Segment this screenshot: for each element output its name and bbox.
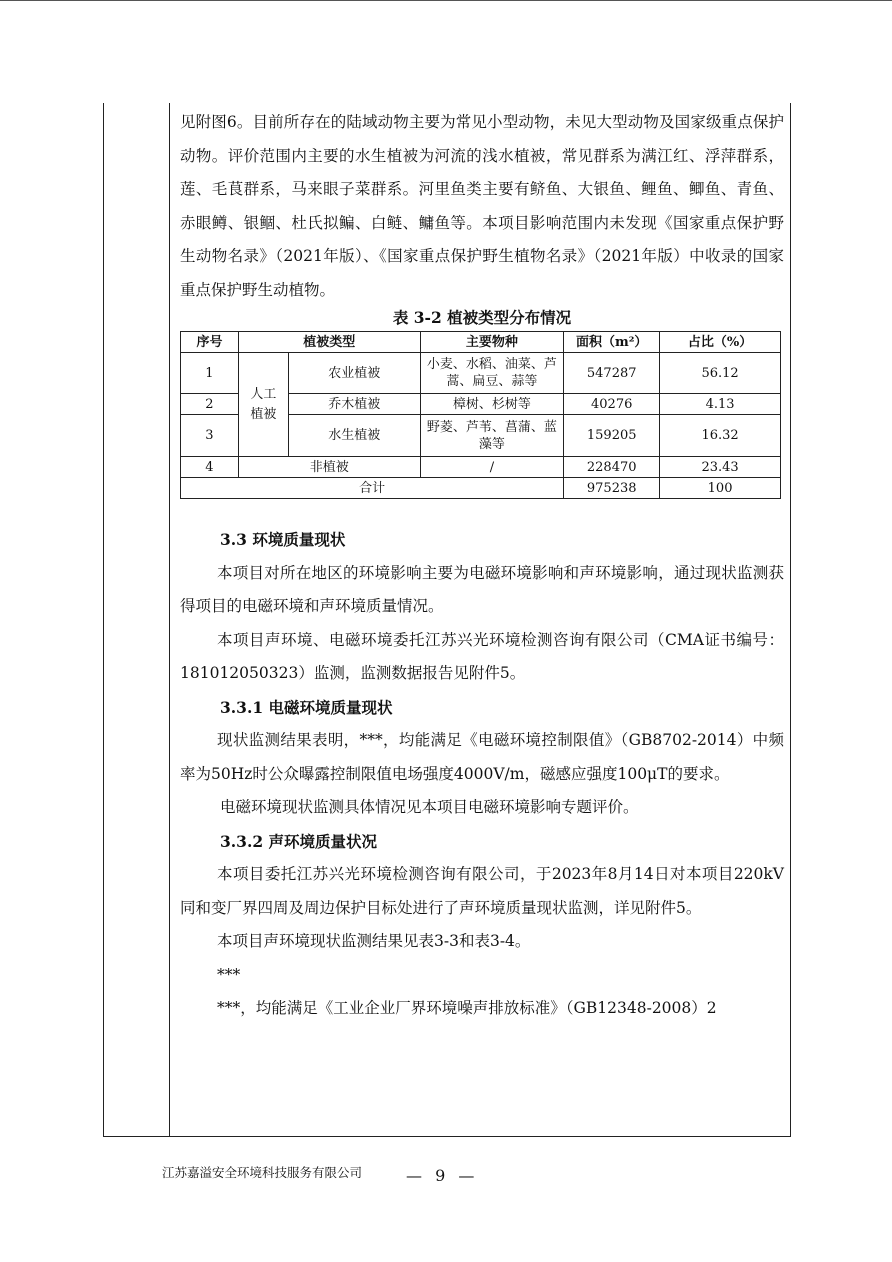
- main-content: [180, 106, 784, 1026]
- cell-type: 水生植被: [288, 415, 420, 457]
- cell-no: 3: [181, 415, 239, 457]
- paragraph: 本项目对所在地区的环境影响主要为电磁环境影响和声环境影响，通过现状监测获得项目的电磁环境和声环境质量情况。: [180, 563, 784, 615]
- header-type: 植被类型: [238, 332, 420, 353]
- paragraph: ***，均能满足《工业企业厂界环境噪声排放标准》（GB12348-2008）2: [217, 999, 717, 1017]
- table-row: [181, 353, 781, 394]
- cell-total-area: 975238: [564, 478, 660, 499]
- cell-total-label: 合计: [181, 478, 564, 499]
- section-title-3-3-2: 3.3.2 声环境质量状况: [220, 831, 378, 851]
- header-area: 面积（m²）: [564, 332, 660, 353]
- ecology-paragraph: 见附图6。目前所存在的陆域动物主要为常见小型动物，未见大型动物及国家级重点保护动物。评价范围内主要的水生植被为河流的浅水植被，常见群系为满江红、浮萍群系，莲、毛茛群系，马来眼子菜群系。河里鱼类主要有鲚鱼、大银鱼、鲤鱼、鲫鱼、青鱼、赤眼鳟、银鲴、杜氏拟鳊、白鲢、鳙鱼等。本项目影响范围内未发现《国家重点保护野生动物名录》（2021年版）、《国家重点保护野生植物名录》（2021年版）中收录的国家重点保护野生动植物。: [180, 113, 784, 299]
- column-divider: [169, 103, 170, 1137]
- top-border-line: [0, 0, 892, 1]
- paragraph: 本项目声环境现状监测结果见表3-3和表3-4。: [217, 932, 531, 950]
- paragraph: 电磁环境现状监测具体情况见本项目电磁环境影响专题评价。: [220, 798, 639, 816]
- table-header-row: [181, 332, 781, 353]
- cell-area: 159205: [564, 415, 660, 457]
- cell-species: 野菱、芦苇、菖蒲、蓝藻等: [420, 415, 564, 457]
- paragraph: 本项目委托江苏兴光环境检测咨询有限公司，于2023年8月14日对本项目220kV同和变厂界四周及周边保护目标处进行了声环境质量现状监测，详见附件5。: [180, 865, 784, 917]
- cell-group-label: 人工植被: [238, 353, 288, 457]
- vegetation-table: [180, 331, 781, 499]
- section-title-3-3-1: 3.3.1 电磁环境质量现状: [220, 697, 393, 717]
- cell-area: 228470: [564, 457, 660, 478]
- cell-ratio: 16.32: [660, 415, 781, 457]
- section-title-3-3: 3.3 环境质量现状: [220, 530, 346, 549]
- cell-ratio: 23.43: [660, 457, 781, 478]
- cell-type: 农业植被: [288, 353, 420, 394]
- cell-area: 40276: [564, 394, 660, 415]
- paragraph: 现状监测结果表明，***，均能满足《电磁环境控制限值》（GB8702-2014）中频率为50Hz时公众曝露控制限值电场强度4000V/m，磁感应强度100μT的要求。: [180, 731, 784, 783]
- footer-company: 江苏嘉溢安全环境科技服务有限公司: [162, 1165, 363, 1180]
- cell-no: 2: [181, 394, 239, 415]
- paragraph: 本项目声环境、电磁环境委托江苏兴光环境检测咨询有限公司（CMA证书编号：181012050323）监测，监测数据报告见附件5。: [180, 630, 784, 682]
- cell-no: 4: [181, 457, 239, 478]
- cell-no: 1: [181, 353, 239, 394]
- cell-ratio: 56.12: [660, 353, 781, 394]
- cell-species: 小麦、水稻、油菜、芦蒿、扁豆、蒜等: [420, 353, 564, 394]
- cell-area: 547287: [564, 353, 660, 394]
- cell-species: /: [420, 457, 564, 478]
- header-ratio: 占比（%）: [660, 332, 781, 353]
- header-species: 主要物种: [420, 332, 564, 353]
- page-number: — 9 —: [406, 1166, 479, 1185]
- cell-total-ratio: 100: [660, 478, 781, 499]
- header-no: 序号: [181, 332, 239, 353]
- cell-ratio: 4.13: [660, 394, 781, 415]
- cell-type: 非植被: [238, 457, 420, 478]
- table-caption: 表 3-2 植被类型分布情况: [392, 308, 572, 327]
- cell-species: 樟树、杉树等: [420, 394, 564, 415]
- table-total-row: [181, 478, 781, 499]
- cell-type: 乔木植被: [288, 394, 420, 415]
- table-row: [181, 457, 781, 478]
- paragraph: ***: [217, 965, 241, 984]
